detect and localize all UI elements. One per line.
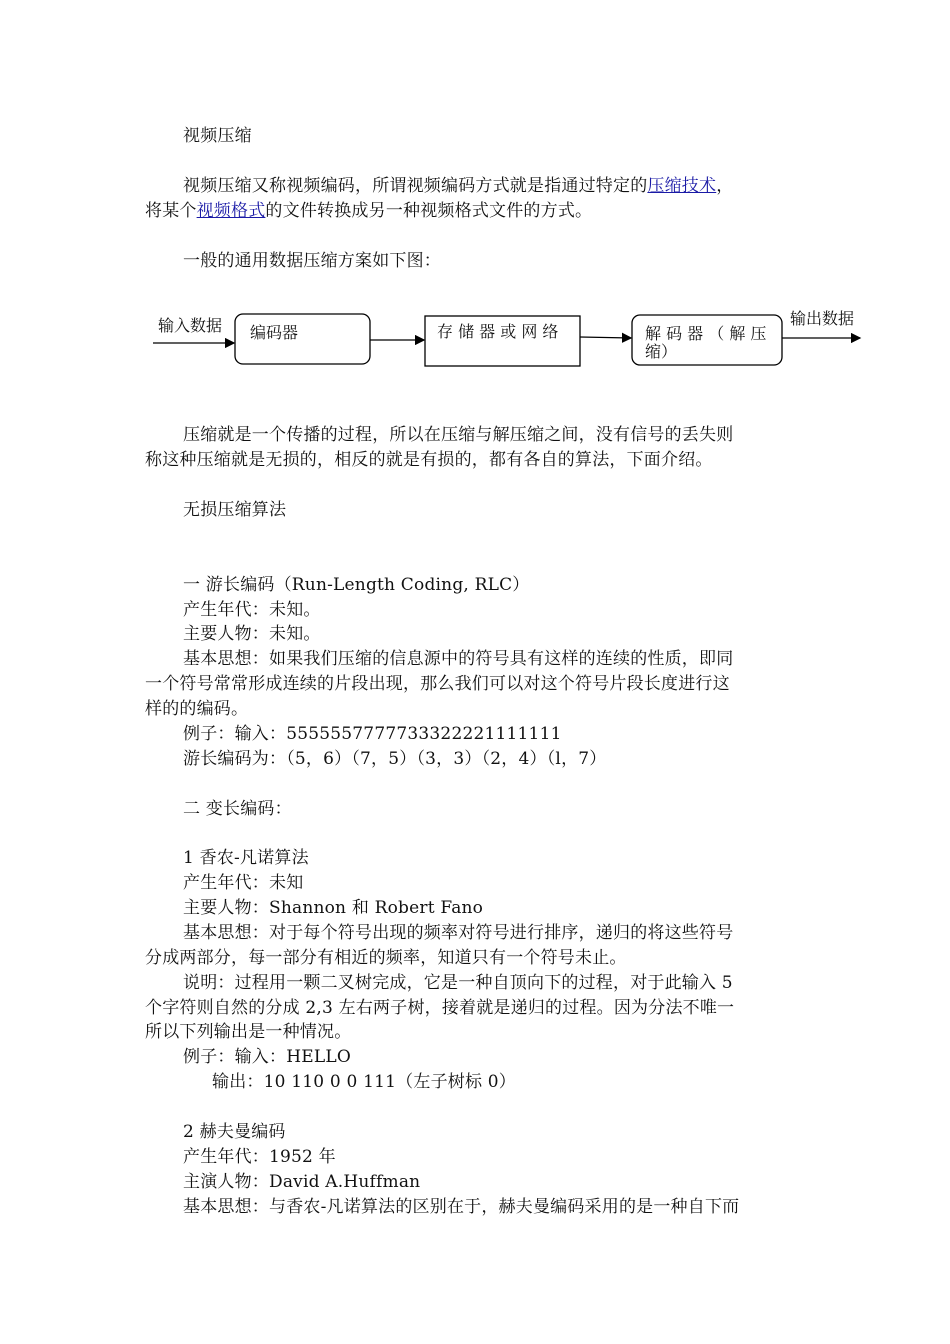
huffman-idea-line-1: 基本思想：与香农-凡诺算法的区别在于，赫夫曼编码采用的是一种自下而 [183, 1197, 740, 1217]
decoder-label-line2: 缩） [645, 342, 678, 361]
document-title: 视频压缩 [183, 126, 252, 146]
shannon-example: 例子：输入：HELLO [183, 1047, 351, 1067]
rlc-example: 例子：输入：5555557777733322221111111 [183, 724, 562, 744]
intro-line-1 [183, 174, 733, 199]
link-compression-technology[interactable]: 压缩技术 [647, 176, 717, 196]
encoder-label: 编码器 [250, 323, 299, 342]
storage-to-decoder-arrow [580, 337, 631, 338]
shannon-idea-line-2: 分成两部分，每一部分有相近的频率，知道只有一个符号未止。 [145, 948, 627, 968]
intro-text: 的文件转换成另一种视频格式文件的方式。 [265, 201, 593, 221]
intro-line-2 [145, 199, 592, 224]
input-data-label: 输入数据 [158, 316, 223, 335]
rlc-people: 主要人物：未知。 [183, 624, 321, 644]
lossless-para-line-1: 压缩就是一个传播的过程，所以在压缩与解压缩之间，没有信号的丢失则 [183, 425, 734, 445]
shannon-year: 产生年代：未知 [183, 873, 304, 893]
shannon-people: 主要人物：Shannon 和 Robert Fano [183, 898, 484, 918]
shannon-note-line-3: 所以下列输出是一种情况。 [145, 1022, 352, 1042]
shannon-note-line-2: 个字符则自然的分成 2,3 左右两子树，接着就是递归的过程。因为分法不唯一 [145, 998, 735, 1018]
scheme-intro: 一般的通用数据压缩方案如下图： [183, 251, 441, 271]
rlc-idea-line-3: 样的的编码。 [145, 699, 249, 719]
decoder-label-line1: 解 码 器 （ 解 压 [645, 324, 767, 343]
shannon-idea-line-1: 基本思想：对于每个符号出现的频率对符号进行排序，递归的将这些符号 [183, 923, 734, 943]
intro-text: ， [716, 176, 734, 196]
storage-label: 存 储 器 或 网 络 [437, 322, 559, 341]
rlc-encoded: 游长编码为：（5，6）（7，5）（3，3）（2，4）（l，7） [183, 749, 607, 769]
vlc-heading: 二 变长编码： [183, 799, 292, 819]
intro-text: 将某个 [145, 201, 197, 221]
huffman-heading: 2 赫夫曼编码 [183, 1122, 286, 1142]
shannon-output: 输出：10 110 0 0 111（左子树标 0） [212, 1072, 516, 1092]
output-data-label: 输出数据 [790, 309, 855, 328]
shannon-note-line-1: 说明：过程用一颗二叉树完成，它是一种自顶向下的过程，对于此输入 5 [183, 973, 733, 993]
rlc-year: 产生年代：未知。 [183, 600, 321, 620]
link-video-format[interactable]: 视频格式 [196, 201, 266, 221]
huffman-people: 主演人物：David A.Huffman [183, 1172, 421, 1192]
shannon-heading: 1 香农-凡诺算法 [183, 848, 309, 868]
rlc-heading: 一 游长编码（Run-Length Coding, RLC） [183, 575, 530, 595]
compression-flow-diagram [0, 290, 950, 390]
huffman-year: 产生年代：1952 年 [183, 1147, 336, 1167]
intro-text: 视频压缩又称视频编码，所谓视频编码方式就是指通过特定的 [183, 176, 648, 196]
lossless-heading: 无损压缩算法 [183, 500, 287, 520]
rlc-idea-line-1: 基本思想：如果我们压缩的信息源中的符号具有这样的连续的性质，即同 [183, 649, 734, 669]
lossless-para-line-2: 称这种压缩就是无损的，相反的就是有损的，都有各自的算法，下面介绍。 [145, 450, 713, 470]
rlc-idea-line-2: 一个符号常常形成连续的片段出现，那么我们可以对这个符号片段长度进行这 [145, 674, 730, 694]
